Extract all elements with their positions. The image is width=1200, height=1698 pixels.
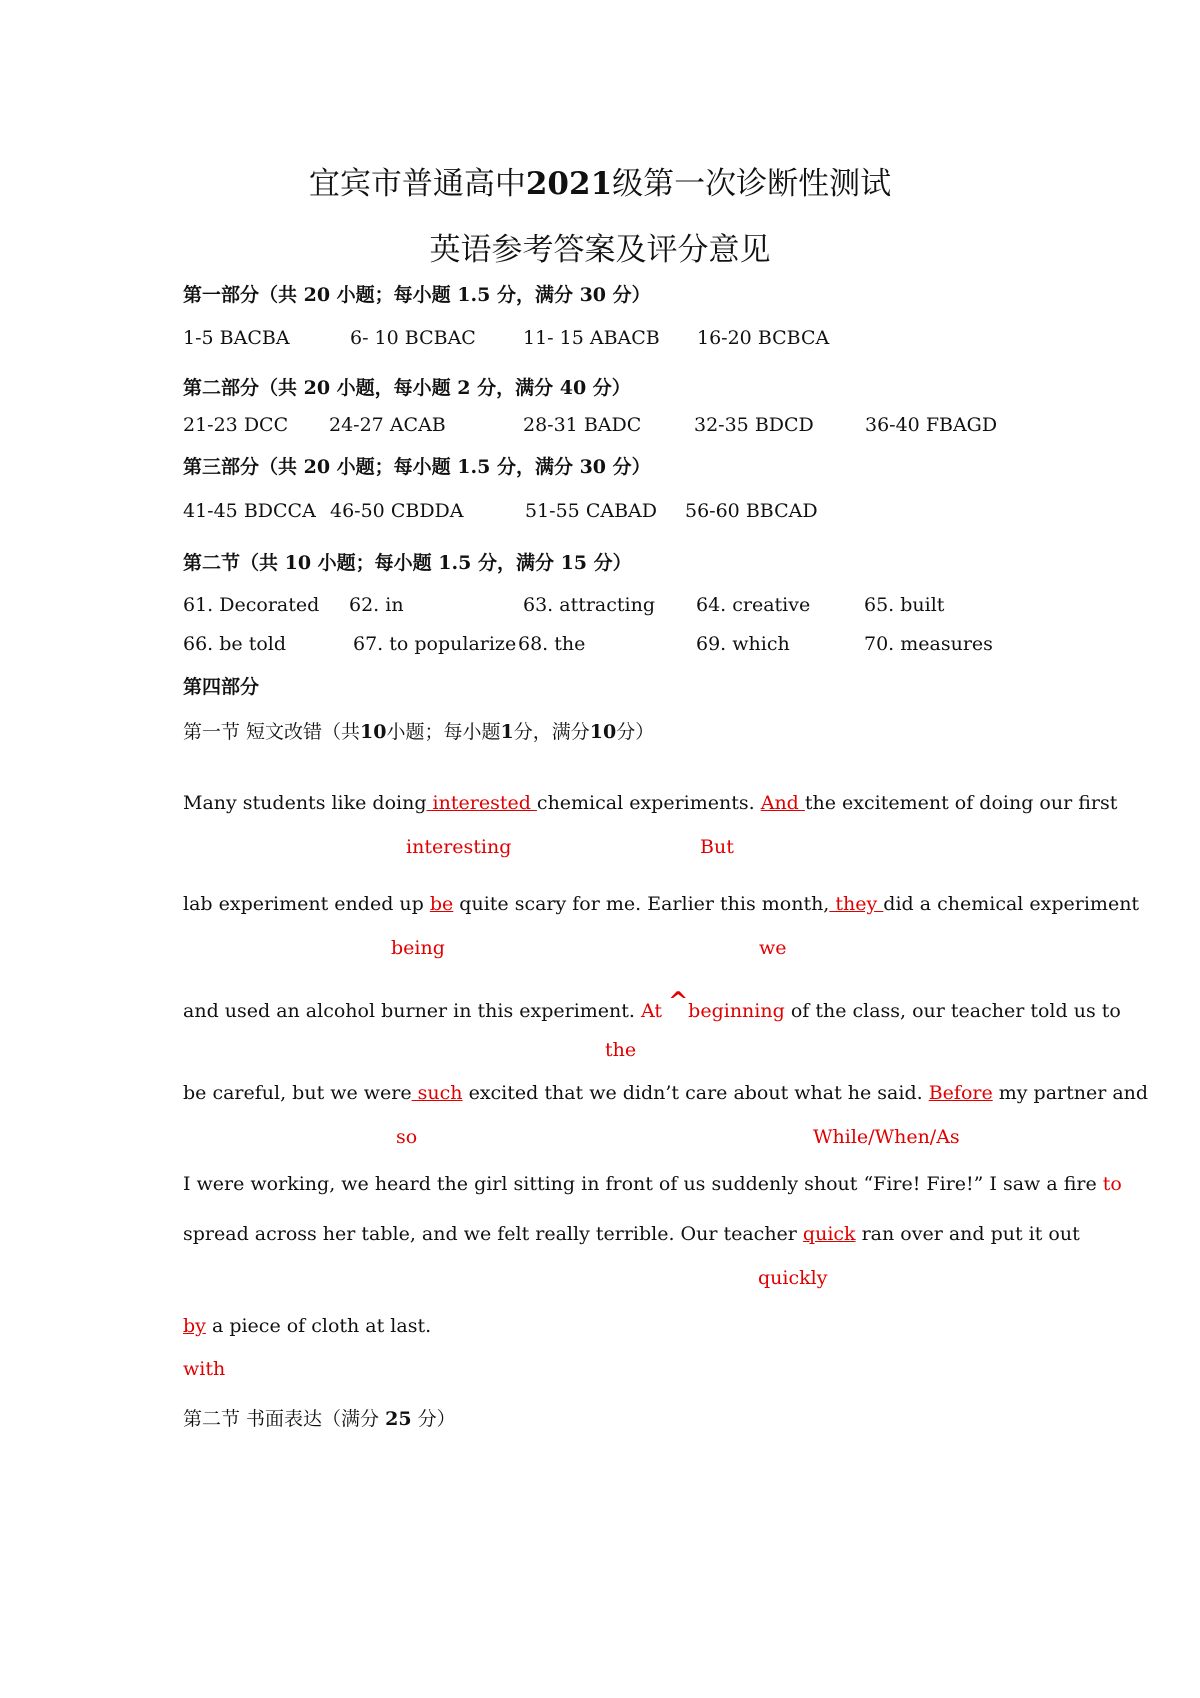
section1-score-each: 1 [500,721,514,743]
error-mark: Before [928,1082,993,1104]
insert-caret: ^ [668,986,689,1015]
section1-prefix: 第一节 短文改错（共 [183,721,361,743]
section2-total: 25 [385,1408,412,1430]
part4-section1-heading [183,717,654,744]
error-mark: interested [426,792,537,814]
title-year: 2021 [525,166,613,202]
correction: the [605,1039,637,1061]
correction: being [391,937,445,959]
part2-answer-2: 24-27 ACAB [329,414,446,436]
cloze-answer-70: 70. measures [864,633,993,655]
correction: While/When/As [813,1126,960,1148]
error-mark: At [641,1000,669,1022]
error-mark: such [411,1082,463,1104]
correction: quickly [758,1267,828,1289]
cloze-answer-65: 65. built [864,594,945,616]
page-subtitle: 英语参考答案及评分意见 [429,232,771,268]
part4-section2-heading [183,1404,456,1431]
passage-line-3 [183,986,1121,1023]
error-mark: be [429,893,454,915]
page-title [0,158,1200,203]
text-segment: be careful, but we were [183,1082,412,1104]
cloze-answer-63: 63. attracting [523,594,656,616]
part3-heading: 第三部分（共 20 小题；每小题 1.5 分，满分 30 分） [183,456,651,478]
text-segment: I were working, we heard the girl sitting in front of us suddenly shout “Fire! Fire!” I saw a fire [183,1173,1103,1195]
passage-line-2 [183,893,1140,915]
part1-answer-3: 11- 15 ABACB [523,327,660,349]
correction: so [396,1126,418,1148]
text-segment: excited that we didn’t care about what he said. [462,1082,929,1104]
cloze-answer-69: 69. which [696,633,790,655]
part3-answer-3: 51-55 CABAD [525,500,657,522]
section2-suffix: 分） [411,1408,456,1430]
error-mark: beginning [688,1000,785,1022]
part2-answer-3: 28-31 BADC [523,414,642,436]
text-segment: the excitement of doing our first [804,792,1118,814]
section1-count: 10 [360,721,387,743]
passage-line-6 [183,1223,1080,1245]
text-segment: a piece of cloth at last. [205,1315,432,1337]
section1-mid2: 分，满分 [513,721,590,743]
correction: with [183,1358,226,1380]
part4-heading: 第四部分 [183,676,260,698]
text-segment: quite scary for me. Earlier this month, [453,893,830,915]
text-segment: spread across her table, and we felt really terrible. Our teacher [183,1223,803,1245]
cloze-answer-62: 62. in [349,594,404,616]
part2-heading: 第二部分（共 20 小题，每小题 2 分，满分 40 分） [183,377,631,399]
section1-suffix: 分） [616,721,655,743]
part1-answer-2: 6- 10 BCBAC [350,327,476,349]
passage-line-1 [183,792,1118,814]
error-mark: to [1102,1173,1122,1195]
part1-answer-4: 16-20 BCBCA [697,327,830,349]
text-segment: Many students like doing [183,792,427,814]
error-mark: And [760,792,805,814]
part3-answer-4: 56-60 BBCAD [685,500,818,522]
part1-heading: 第一部分（共 20 小题；每小题 1.5 分，满分 30 分） [183,284,651,306]
part1-answer-1: 1-5 BACBA [183,327,290,349]
text-segment: and used an alcohol burner in this experiment. [183,1000,641,1022]
title-prefix: 宜宾市普通高中 [308,166,526,202]
part3-answer-1: 41-45 BDCCA [183,500,316,522]
title-suffix: 级第一次诊断性测试 [612,166,892,202]
section2-prefix: 第二节 书面表达（满分 [183,1408,386,1430]
part2-answer-5: 36-40 FBAGD [865,414,998,436]
text-segment: chemical experiments. [536,792,755,814]
cloze-answer-64: 64. creative [696,594,811,616]
part2-answer-4: 32-35 BDCD [694,414,814,436]
section1-total: 10 [589,721,617,743]
cloze-answer-66: 66. be told [183,633,287,655]
text-segment: my partner and [992,1082,1149,1104]
text-segment: did a chemical experiment [883,893,1140,915]
correction: we [759,937,787,959]
passage-line-5 [183,1173,1122,1195]
correction: interesting [406,836,512,858]
error-mark: they [829,893,884,915]
cloze-answer-68: 68. the [518,633,586,655]
correction: But [700,836,734,858]
passage-line-4 [183,1082,1149,1104]
passage-line-7 [183,1315,1021,1337]
part2-answer-1: 21-23 DCC [183,414,289,436]
cloze-answer-61: 61. Decorated [183,594,320,616]
error-mark: by [183,1315,206,1337]
cloze-answer-67: 67. to popularize [353,633,517,655]
text-segment: ran over and put it out [855,1223,1080,1245]
section1-mid: 小题；每小题 [386,721,501,743]
text-segment: lab experiment ended up [183,893,430,915]
part3-answer-2: 46-50 CBDDA [330,500,464,522]
part3-section2-heading: 第二节（共 10 小题；每小题 1.5 分，满分 15 分） [183,552,632,574]
text-segment: of the class, our teacher told us to [784,1000,1121,1022]
error-mark: quick [802,1223,856,1245]
